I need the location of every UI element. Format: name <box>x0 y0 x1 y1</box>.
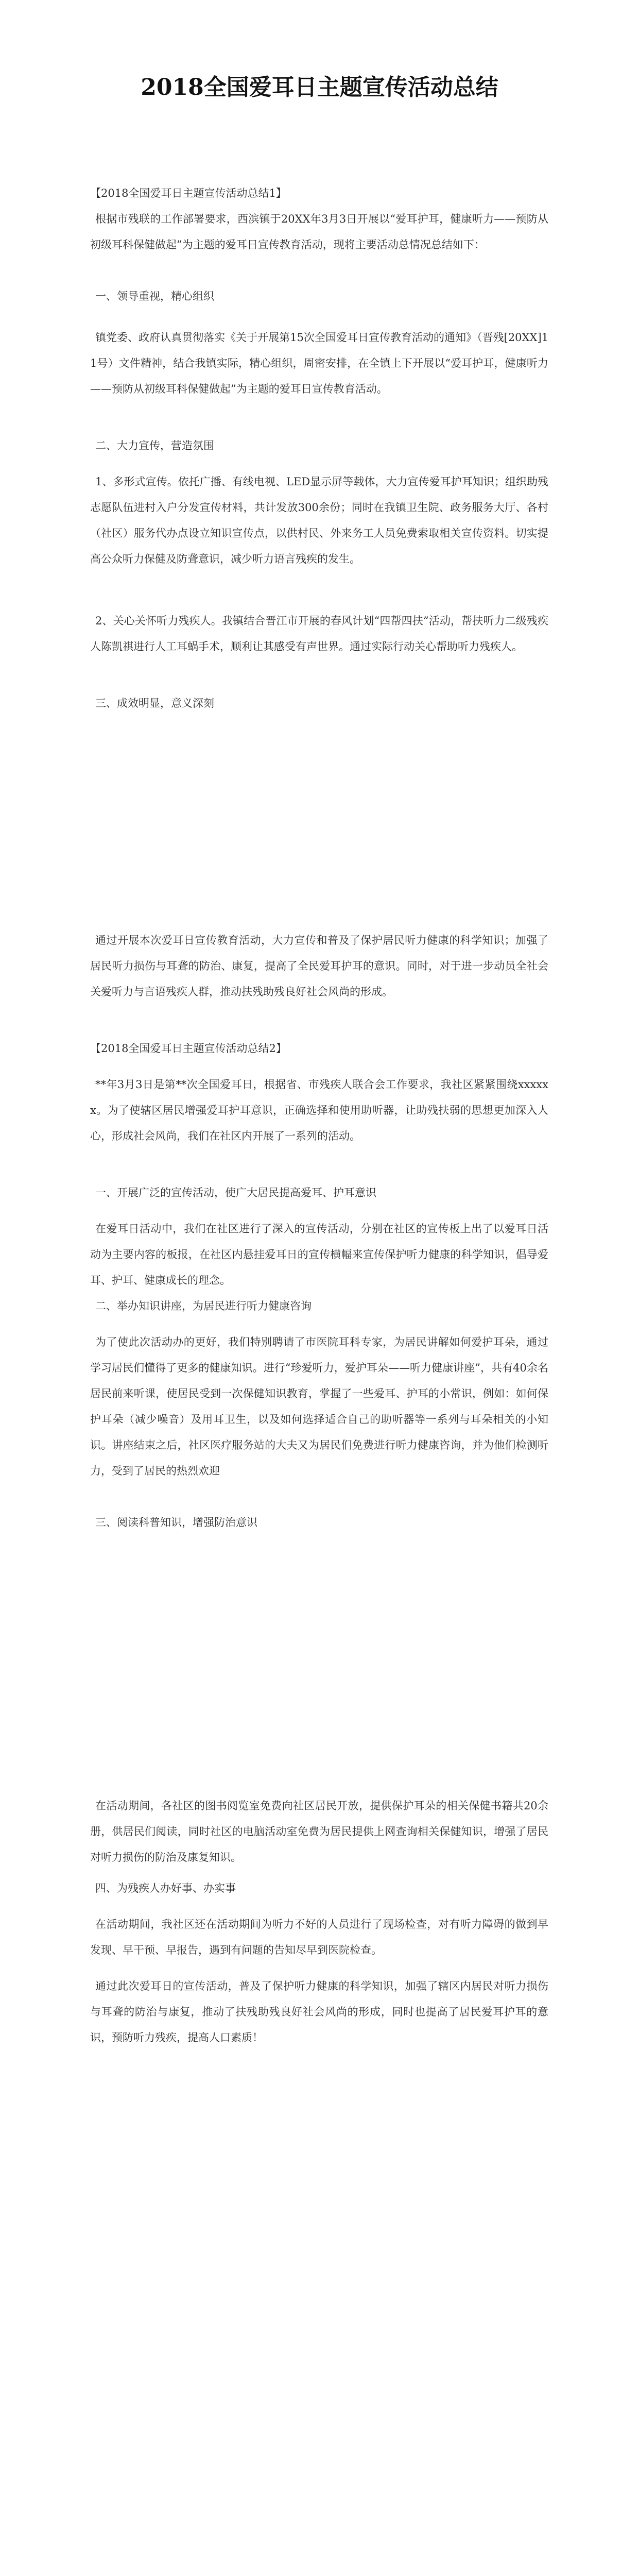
paragraph: **年3月3日是第**次全国爱耳日，根据省、市残疾人联合会工作要求，我社区紧紧围绕xxxxxx。为了使辖区居民增强爱耳护耳意识，正确选择和使用助听器，让助残扶弱的思想更加深入人心，形成社会风尚，我们在社区内开展了一系列的活动。 <box>90 1078 548 1142</box>
subheading: 三、阅读科普知识，增强防治意识 <box>95 1516 257 1529</box>
subheading: 二、大力宣传，营造氛围 <box>95 439 214 452</box>
paragraph: 通过开展本次爱耳日宣传教育活动，大力宣传和普及了保护居民听力健康的科学知识；加强了居民听力损伤与耳聋的防治、康复，提高了全民爱耳护耳的意识。同时，对于进一步动员全社会关爱听力与言语残疾人群，推动扶残助残良好社会风尚的形成。 <box>90 934 548 998</box>
paragraph: 在活动期间，我社区还在活动期间为听力不好的人员进行了现场检查，对有听力障碍的做到早发现、早干预、早报告，遇到有问题的告知尽早到医院检查。 <box>90 1918 548 1956</box>
subheading: 一、领导重视，精心组织 <box>95 290 214 302</box>
section-heading-1: 【2018全国爱耳日主题宣传活动总结1】 <box>90 187 287 199</box>
paragraph: 通过此次爱耳日的宣传活动，普及了保护听力健康的科学知识，加强了辖区内居民对听力损伤与耳聋的防治与康复，推动了扶残助残良好社会风尚的形成，同时也提高了居民爱耳护耳的意识，预防听力残疾，提高人口素质！ <box>90 1980 548 2044</box>
paragraph: 根据市残联的工作部署要求，西滨镇于20XX年3月3日开展以“爱耳护耳，健康听力——预防从初级耳科保健做起”为主题的爱耳日宣传教育活动，现将主要活动总情况总结如下： <box>90 213 548 251</box>
paragraph: 为了使此次活动办的更好，我们特别聘请了市医院耳科专家，为居民讲解如何爱护耳朵，通过学习居民们懂得了更多的健康知识。进行“珍爱听力，爱护耳朵——听力健康讲座”，共有40余名居民前来听课，使居民受到一次保健知识教育，掌握了一些爱耳、护耳的小常识，例如：如何保护耳朵（减少噪音）及用耳卫生，以及如何选择适合自己的助听器等一系列与耳朵相关的小知识。讲座结束之后，社区医疗服务站的大夫又为居民们免费进行听力健康咨询，并为他们检测听力，受到了居民的热烈欢迎 <box>90 1336 548 1477</box>
paragraph: 在爱耳日活动中，我们在社区进行了深入的宣传活动，分别在社区的宣传板上出了以爱耳日活动为主要内容的板报，在社区内悬挂爱耳日的宣传横幅来宣传保护听力健康的科学知识，倡导爱耳、护耳、健康成长的理念。 <box>90 1223 548 1286</box>
paragraph: 镇党委、政府认真贯彻落实《关于开展第15次全国爱耳日宣传教育活动的通知》（晋残[20XX]11号）文件精神，结合我镇实际，精心组织，周密安排，在全镇上下开展以“爱耳护耳，健康听力——预防从初级耳科保健做起”为主题的爱耳日宣传教育活动。 <box>90 331 548 395</box>
section-heading-2: 【2018全国爱耳日主题宣传活动总结2】 <box>90 1042 287 1055</box>
paragraph: 1、多形式宣传。依托广播、有线电视、LED显示屏等载体，大力宣传爱耳护耳知识；组织助残志愿队伍进村入户分发宣传材料，共计发放300余份；同时在我镇卫生院、政务服务大厅、各村（社区）服务代办点设立知识宣传点，以供村民、外来务工人员免费索取相关宣传资料。切实提高公众听力保健及防聋意识，减少听力语言残疾的发生。 <box>90 476 548 565</box>
subheading: 四、为残疾人办好事、办实事 <box>95 1882 236 1894</box>
paragraph: 在活动期间，各社区的图书阅览室免费向社区居民开放，提供保护耳朵的相关保健书籍共20余册，供居民们阅读，同时社区的电脑活动室免费为居民提供上网查询相关保健知识，增强了居民对听力损伤的防治及康复知识。 <box>90 1800 548 1863</box>
page-title: 2018全国爱耳日主题宣传活动总结 <box>141 74 498 100</box>
subheading: 三、成效明显，意义深刻 <box>95 697 214 709</box>
subheading: 二、举办知识讲座，为居民进行听力健康咨询 <box>95 1300 312 1312</box>
paragraph: 2、关心关怀听力残疾人。我镇结合晋江市开展的春风计划“四帮四扶”活动，帮扶听力二级残疾人陈凯祺进行人工耳蜗手术，顺利让其感受有声世界。通过实际行动关心帮助听力残疾人。 <box>90 615 548 653</box>
subheading: 一、开展广泛的宣传活动，使广大居民提高爱耳、护耳意识 <box>95 1187 376 1199</box>
